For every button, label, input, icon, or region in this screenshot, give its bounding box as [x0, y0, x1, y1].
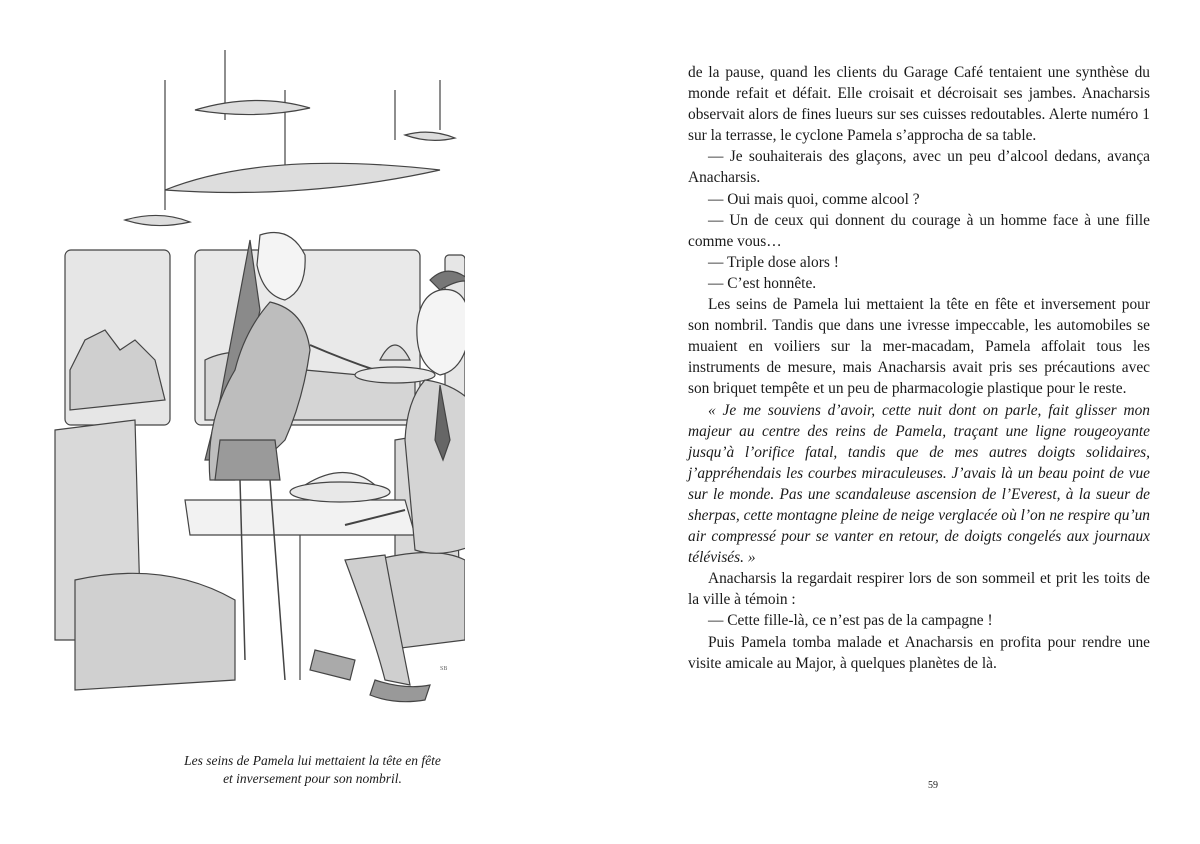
dialogue-line: — C’est honnête.	[708, 274, 817, 292]
dialogue-line: — Triple dose alors !	[708, 253, 839, 271]
dialogue-line: — Oui mais quoi, comme alcool ?	[708, 190, 920, 208]
right-page	[600, 0, 1200, 844]
dialogue-line: — Un de ceux qui donnent du courage à un homme face à une fille comme vous…	[688, 211, 1150, 250]
paragraph: Les seins de Pamela lui mettaient la tête en fête et inversement pour son nombril. Tandis que dans une ivresse impeccable, les automobiles se muaient en voiliers sur la mer-macadam, Pamela affolait tous les instruments de mesure, mais Anacharsis avait pris ses précautions avec son briquet tempête et un peu de pharmacologie plastique pour le reste.	[688, 296, 1150, 398]
dialogue-line: — Cette fille-là, ce n’est pas de la campagne !	[708, 612, 993, 630]
caption-line-2: et inversement pour son nombril.	[223, 771, 402, 786]
body-text	[688, 62, 1150, 674]
hanging-lamps	[125, 50, 455, 226]
illustration-cafe-scene	[45, 40, 465, 720]
quoted-passage: « Je me souviens d’avoir, cette nuit dont on parle, fait glisser mon majeur au centre des reins de Pamela, traçant une ligne rougeoyante jusqu’à l’orifice fatal, tandis que de mes autres doigts solidaires, j’appréhendais les courbes miraculeuses. J’avais là un beau point de vue sur le monde. Pas une scandaleuse ascension de l’Everest, à la sueur de sherpas, cette montagne pleine de neige verglacée où l’on ne respire qu’un air compressé pour se vanter en retour, de doigts congelés aux journaux télévisés. »	[688, 401, 1150, 567]
dialogue-line: — Je souhaiterais des glaçons, avec un peu d’alcool dedans, avança Anacharsis.	[688, 148, 1150, 187]
paragraph: Puis Pamela tomba malade et Anacharsis en profita pour rendre une visite amicale au Major, à quelques planètes de là.	[688, 633, 1150, 672]
page-number: 59	[928, 780, 938, 791]
artist-signature: SB	[440, 666, 448, 672]
caption-line-1: Les seins de Pamela lui mettaient la tête en fête	[184, 753, 441, 768]
illustration-caption	[160, 752, 465, 788]
paragraph: Anacharsis la regardait respirer lors de son sommeil et prit les toits de la ville à témoin :	[688, 570, 1150, 609]
paragraph: de la pause, quand les clients du Garage Café tentaient une synthèse du monde refait et défait. Elle croisait et décroisait ses jambes. Anacharsis observait alors de fines lueurs sur ses cuisses redoutables. Alerte numéro 1 sur la terrasse, le cyclone Pamela s’approcha de sa table.	[688, 64, 1150, 145]
